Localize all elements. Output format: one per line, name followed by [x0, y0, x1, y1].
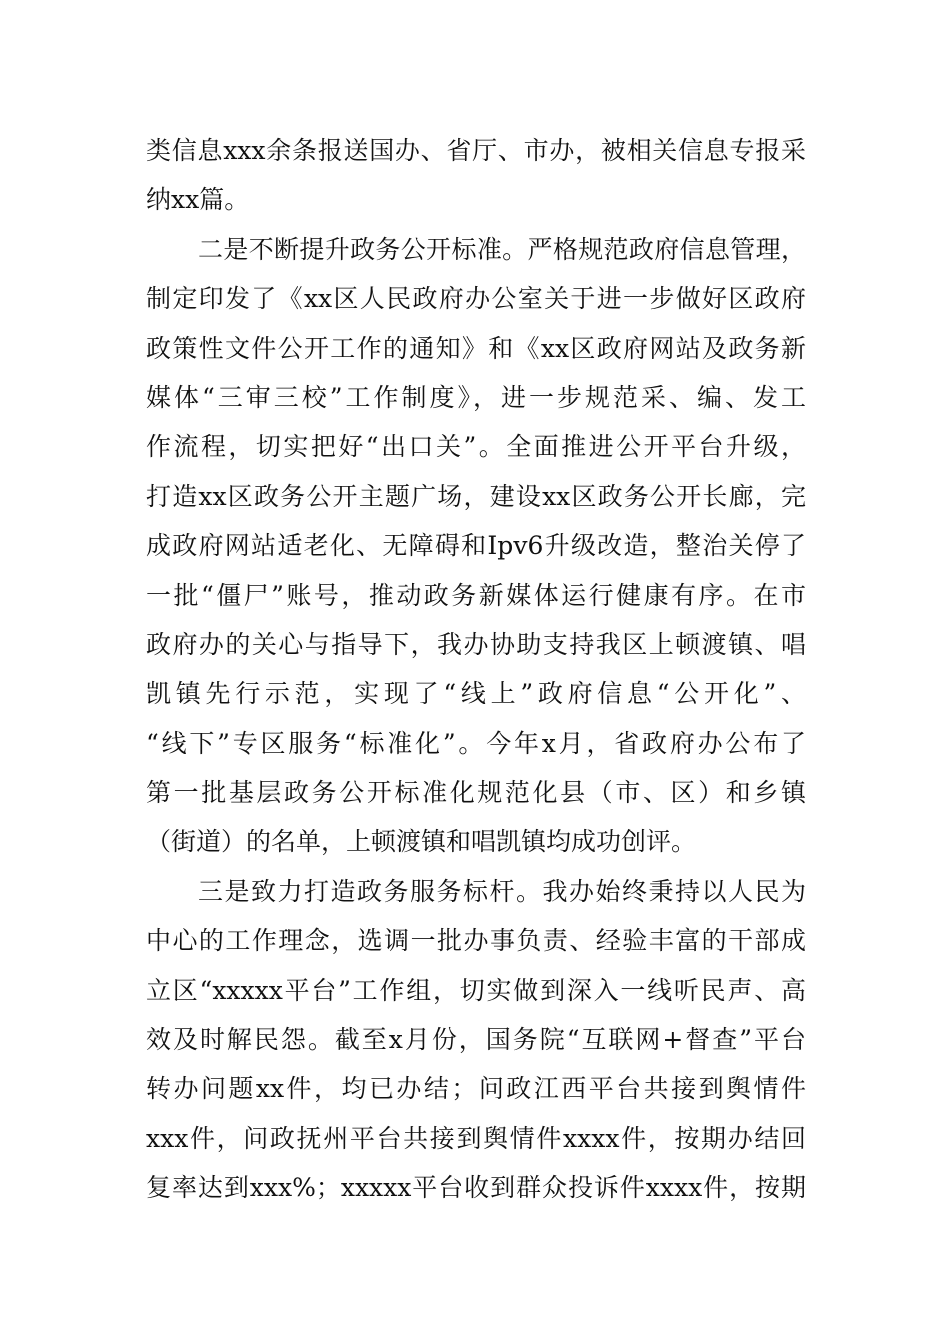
text-line: 媒体“三审三校”工作制度》，进一步规范采、编、发工	[146, 382, 806, 412]
text-line: 制定印发了《xx区人民政府办公室关于进一步做好区政府	[146, 284, 806, 314]
text-line: 打造xx区政务公开主题广场，建设xx区政务公开长廊，完	[146, 481, 806, 511]
text-line: 政府办的关心与指导下，我办协助支持我区上顿渡镇、唱	[146, 629, 806, 659]
text-line: 效及时解民怨。截至x月份，国务院“互联网+督查”平台	[146, 1025, 806, 1055]
text-line: 二是不断提升政务公开标准。严格规范政府信息管理，	[198, 234, 806, 264]
text-line: 三是致力打造政务服务标杆。我办始终秉持以人民为	[198, 876, 806, 906]
text-line: “线下”专区服务“标准化”。今年x月，省政府办公布了	[146, 728, 806, 758]
text-line: 政策性文件公开工作的通知》和《xx区政府网站及政务新	[146, 333, 806, 363]
text-line: 复率达到xxx%；xxxxx平台收到群众投诉件xxxx件，按期	[146, 1173, 806, 1203]
text-line: 转办问题xx件，均已办结；问政江西平台共接到舆情件	[146, 1074, 806, 1104]
document-body	[146, 126, 806, 1213]
text-line: 类信息xxx余条报送国办、省厅、市办，被相关信息专报采	[146, 136, 806, 165]
text-line: 凯镇先行示范，实现了“线上”政府信息“公开化”、	[146, 679, 806, 709]
text-line: （街道）的名单，上顿渡镇和唱凯镇均成功创评。	[146, 827, 697, 857]
text-line: 一批“僵尸”账号，推动政务新媒体运行健康有序。在市	[146, 580, 806, 610]
text-line: 作流程，切实把好“出口关”。全面推进公开平台升级，	[146, 432, 806, 462]
text-line: 成政府网站适老化、无障碍和Ipv6升级改造，整治关停了	[146, 531, 806, 561]
text-line: xxx件，问政抚州平台共接到舆情件xxxx件，按期办结回	[146, 1123, 806, 1153]
text-line: 中心的工作理念，选调一批办事负责、经验丰富的干部成	[146, 926, 806, 956]
text-line: 纳xx篇。	[146, 185, 250, 215]
text-line: 立区“xxxxx平台”工作组，切实做到深入一线听民声、高	[146, 975, 806, 1005]
text-line: 第一批基层政务公开标准化规范化县（市、区）和乡镇	[146, 778, 806, 808]
